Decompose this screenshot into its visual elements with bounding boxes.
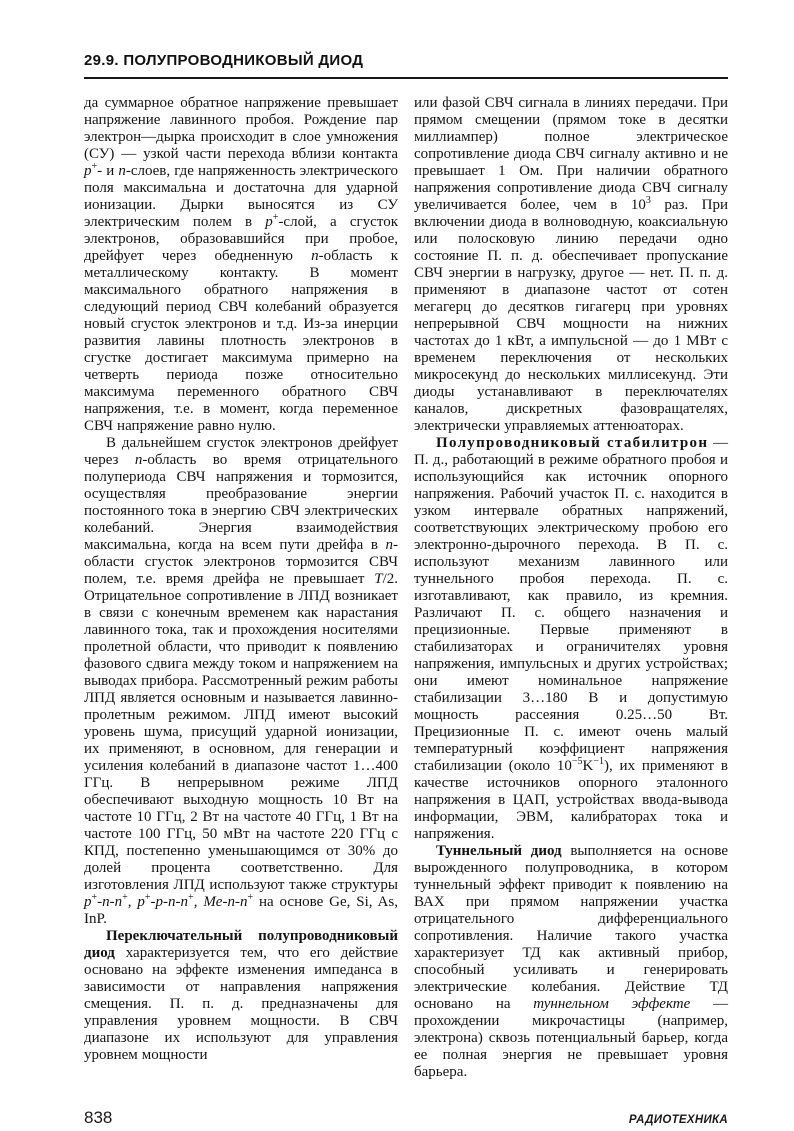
paragraph: да суммарное обратное напряжение превышает напряжение лавинного пробоя. Рождение пар электрон—дырка происходит в слое умножения (СУ) — узкой части перехода вблизи контакта p+- и n-слоев, где напряженность электрического поля максимальна и достаточна для ударной ионизации. Дырки выносятся из СУ электрическим полем в p+-слой, а сгусток электронов, образовавшийся при пробое, дрейфует через обедненную n-область к металлическому контакту. В момент максимального обратного напряжения в следующий период СВЧ колебаний образуется новый сгусток электронов и т.д. Из-за инерции развития лавины плотность электронов в сгустке достигает максимума примерно на четверть периода позже относительно максимума переменного обратного СВЧ напряжения, т.е. в момент, когда переменное СВЧ напряжение равно нулю. (84, 95, 398, 434)
paragraph: В дальнейшем сгусток электронов дрейфует через n-область во время отрицательного полупериода СВЧ напряжения и тормозится, осуществляя преобразование энергии постоянного тока в энергию СВЧ электрических колебаний. Энергия взаимодействия максимальна, когда на всем пути дрейфа в n-области сгусток электронов тормозится СВЧ полем, т.е. время дрейфа не превышает T/2. Отрицательное сопротивление в ЛПД возникает в связи с конечным временем как нарастания лавинного тока, так и прохождения носителями пролетной области, что приводит к появлению фазового сдвига между током и напряжением на выводах прибора. Рассмотренный режим работы ЛПД является основным и называется лавинно-пролетным режимом. ЛПД имеют высокий уровень шума, присущий ударной ионизации, их применяют, в основном, для генерации и усиления колебаний в диапазоне частот 1…400 ГГц. В непрерывном режиме ЛПД обеспечивают выходную мощность 10 Вт на частоте 10 ГГц, 2 Вт на частоте 40 ГГц, 1 Вт на частоте 100 ГГц, 50 мВт на частоте 220 ГГц с КПД, постепенно уменьшающимся от 30% до долей процента соответственно. Для изготовления ЛПД используют также структуры p+-n-n+, p+-p-n-n+, Me-n-n+ на основе Ge, Si, As, InP. (84, 435, 398, 927)
paragraph: Переключательный полупроводниковый диод характеризуется тем, что его действие основано на эффекте изменения импеданса в зависимости от направления напряжения смещения. П. п. д. предназначены для управления уровнем мощности. В СВЧ диапазоне их используют для управления уровнем мощности (84, 928, 398, 1063)
journal-name: РАДИОТЕХНИКА (628, 1114, 728, 1126)
page-number: 838 (84, 1108, 113, 1127)
paragraph: или фазой СВЧ сигнала в линиях передачи. При прямом смещении (прямом токе в десятки миллиампер) полное электрическое сопротивление диода СВЧ сигналу активно и не превышает 1 Ом. При наличии обратного напряжения сопротивление диода СВЧ сигналу увеличивается более, чем в $10^3$ раз. При включении диода в волноводную, коаксиальную или полосковую линию передачи одно состояние П. п. д. обеспечивает пропускание СВЧ энергии в нагрузку, другое — нет. П. п. д. применяют в диапазоне частот от сотен мегагерц до десятков гигагерц при уровнях непрерывной СВЧ мощности на нижних частотах до 1 кВт, а импульсной — до 1 МВт с временем переключения от нескольких микросекунд до нескольких миллисекунд. Эти диоды устанавливают в переключателях каналов, дискретных фазовращателях, электрически управляемых аттенюаторах. (414, 95, 729, 434)
page-footer (84, 1108, 728, 1128)
column-right (414, 95, 728, 1081)
column-left (84, 95, 398, 1081)
header-rule (84, 77, 728, 79)
section-title: 29.9. ПОЛУПРОВОДНИКОВЫЙ ДИОД (84, 52, 364, 69)
text-columns (84, 95, 728, 1081)
paragraph: Полупроводниковый стабилитрон — П. д., работающий в режиме обратного пробоя и использующийся как источник опорного напряжения. Рабочий участок П. с. находится в узком интервале обратных напряжений, соответствующих электрическому пробою его электронно-дырочного перехода. В П. с. используют механизм лавинного или туннельного пробоя перехода. П. с. изготавливают, как правило, из кремния. Различают П. с. общего назначения и прецизионные. Первые применяют в стабилизаторах и ограничителях уровня напряжения, импульсных и других устройствах; они имеют номинальное напряжение стабилизации 3…180 В и допустимую мощность рассеяния 0.25…50 Вт. Прецизионные П. с. имеют очень малый температурный коэффициент напряжения стабилизации (около $10^{-5}K^{-1}$), их применяют в качестве источников опорного эталонного напряжения в ЦАП, устройствах ввода-вывода информации, ЭВМ, калибраторах тока и напряжения. (414, 435, 728, 842)
paragraph: Туннельный диод выполняется на основе вырожденного полупроводника, в котором туннельный эффект приводит к появлению на ВАХ при прямом напряжении участка отрицательного дифференциального сопротивления. Наличие такого участка характеризует ТД как активный прибор, способный усиливать и генерировать электрические колебания. Действие ТД основано на туннельном эффекте — прохождении микрочастицы (например, электрона) сквозь потенциальный барьер, когда ее полная энергия не превышает уровня барьера. (414, 843, 728, 1080)
page-header (84, 52, 728, 69)
